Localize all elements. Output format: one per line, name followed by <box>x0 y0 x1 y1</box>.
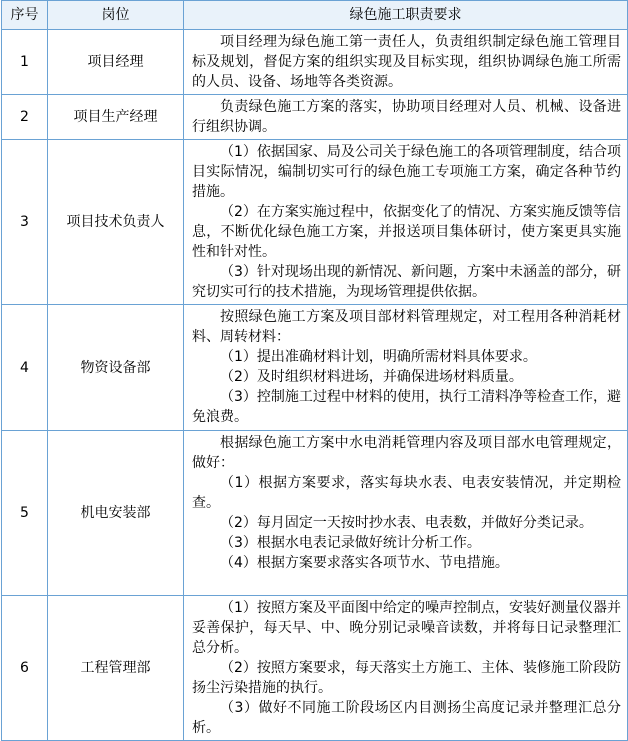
row-post: 物资设备部 <box>48 305 184 431</box>
row-seq: 5 <box>2 431 48 596</box>
requirement-paragraph: （1）提出准确材料计划，明确所需材料具体要求。 <box>220 349 537 365</box>
requirement-paragraph: （3）控制施工过程中材料的使用，执行工清料净等检查工作，避免浪费。 <box>192 389 621 425</box>
row-post: 项目经理 <box>48 30 184 95</box>
requirement-paragraph: （1）根据方案要求，落实每块水表、电表安装情况，并定期检查。 <box>192 475 621 511</box>
table-row <box>2 431 628 596</box>
table-row <box>2 140 628 305</box>
header-requirements: 绿色施工职责要求 <box>184 1 628 30</box>
row-requirements <box>184 140 628 305</box>
requirement-paragraph: （2）及时组织材料进场，并确保进场材料质量。 <box>220 369 523 385</box>
row-seq: 1 <box>2 30 48 95</box>
requirement-paragraph: （3）做好不同施工阶段场区内目测扬尘高度记录并整理汇总分析。 <box>192 700 621 736</box>
row-post: 工程管理部 <box>48 596 184 741</box>
header-seq: 序号 <box>2 1 48 30</box>
row-requirements <box>184 596 628 741</box>
header-post: 岗位 <box>48 1 184 30</box>
table-row <box>2 305 628 431</box>
row-post: 机电安装部 <box>48 431 184 596</box>
row-requirements <box>184 305 628 431</box>
row-seq: 4 <box>2 305 48 431</box>
row-seq: 3 <box>2 140 48 305</box>
requirement-paragraph: 按照绿色施工方案及项目部材料管理规定，对工程用各种消耗材料、周转材料： <box>192 309 621 345</box>
requirement-paragraph: 项目经理为绿色施工第一责任人，负责组织制定绿色施工管理目标及规划，督促方案的组织实现及目标实现，组织协调绿色施工所需的人员、设备、场地等各类资源。 <box>192 34 621 90</box>
table-row <box>2 596 628 741</box>
row-requirements <box>184 30 628 95</box>
row-seq: 2 <box>2 95 48 140</box>
requirement-paragraph: （4）根据方案要求落实各项节水、节电措施。 <box>220 555 509 571</box>
requirement-paragraph: （2）每月固定一天按时抄水表、电表数，并做好分类记录。 <box>220 515 593 531</box>
requirement-paragraph: （3）针对现场出现的新情况、新问题，方案中未涵盖的部分，研究切实可行的技术措施，为现场管理提供依据。 <box>192 264 621 300</box>
requirement-paragraph: 负责绿色施工方案的落实，协助项目经理对人员、机械、设备进行组织协调。 <box>192 99 621 135</box>
requirement-paragraph: （1）按照方案及平面图中给定的噪声控制点，安装好测量仪器并妥善保护，每天早、中、晚分别记录噪音读数，并将每日记录整理汇总分析。 <box>192 600 621 656</box>
row-seq: 6 <box>2 596 48 741</box>
row-post: 项目技术负责人 <box>48 140 184 305</box>
header-row <box>2 1 628 30</box>
requirement-paragraph: （2）按照方案要求，每天落实土方施工、主体、装修施工阶段防扬尘污染措施的执行。 <box>192 660 621 696</box>
table-row <box>2 95 628 140</box>
requirement-paragraph: （1）依据国家、局及公司关于绿色施工的各项管理制度，结合项目实际情况，编制切实可行的绿色施工专项施工方案，确定各种节约措施。 <box>192 144 621 200</box>
requirement-paragraph: 根据绿色施工方案中水电消耗管理内容及项目部水电管理规定，做好： <box>192 435 621 471</box>
row-requirements <box>184 431 628 596</box>
row-post: 项目生产经理 <box>48 95 184 140</box>
row-requirements <box>184 95 628 140</box>
table-row <box>2 30 628 95</box>
requirement-paragraph: （3）根据水电表记录做好统计分析工作。 <box>220 535 481 551</box>
responsibility-table <box>1 0 628 741</box>
requirement-paragraph: （2）在方案实施过程中，依据变化了的情况、方案实施反馈等信息，不断优化绿色施工方案，并报送项目集体研讨，使方案更具实施性和针对性。 <box>192 204 621 260</box>
